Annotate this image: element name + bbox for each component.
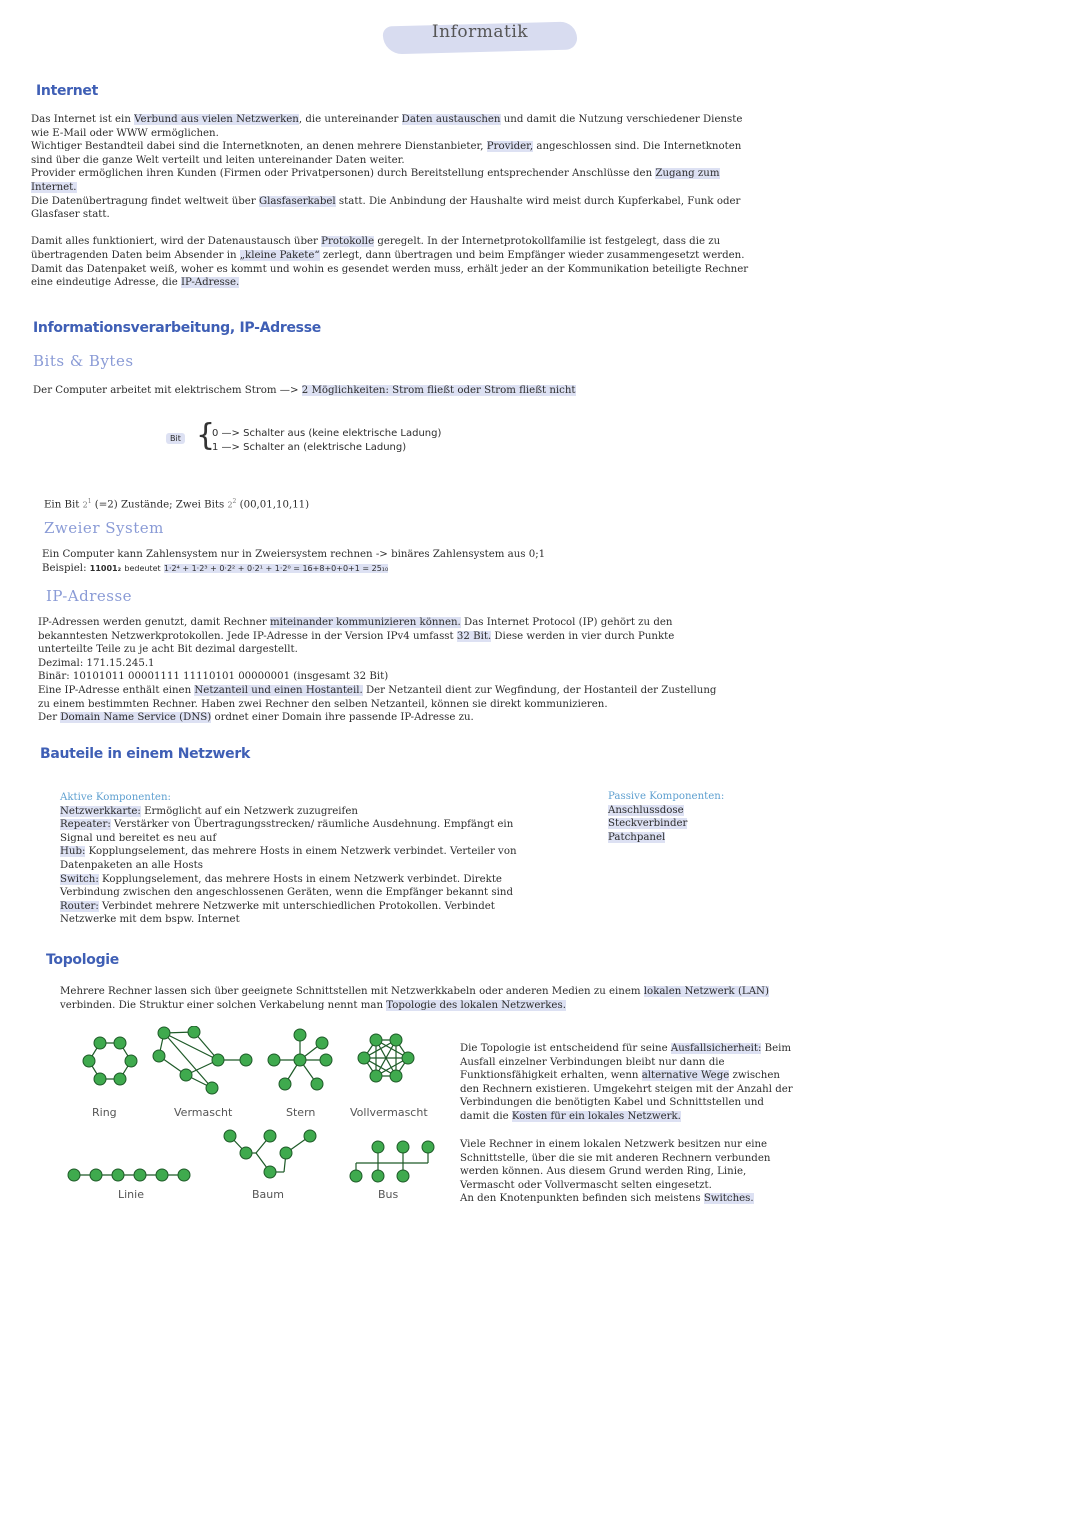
text-line: Das Internet ist ein Verbund aus vielen Netzwerken, die untereinander Daten austauschen und damit die Nutzung verschiedener Dienste [31,114,743,125]
text-line: Die Datenübertragung findet weltweit über Glasfaserkabel statt. Die Anbindung der Haushalte wird meist durch Kupferkabel, Funk oder [31,195,741,207]
text-line: Binär: 10101011 00001111 11110101 00000001 (insgesamt 32 Bit) [38,671,389,683]
example-number: 11001₂ [89,563,122,573]
highlighted-term: Switch: [60,873,99,885]
internet-text [31,113,748,290]
text-line: verbinden. Die Struktur einer solchen Verkabelung nennt man Topologie des lokalen Netzwerkes. [60,999,566,1011]
bits-intro: Der Computer arbeitet mit elektrischem Strom —> 2 Möglichkeiten: Strom fließt oder Strom fließt nicht [33,385,576,396]
label-vollvermascht: Vollvermascht [350,1106,428,1119]
highlighted-term: IP-Adresse. [181,277,240,289]
text-line: Vermascht oder Vollvermascht selten eingesetzt. [460,1179,712,1191]
passive-item: Anschlussdose [608,804,684,816]
highlighted-term: Switches. [703,1193,754,1205]
bit-count-sup-1: 1 [87,498,92,505]
heading-internet: Internet [36,83,99,99]
highlighted-term: 32 Bit. [456,630,492,642]
text-line: Schnittstelle, über die sie mit anderen Rechnern verbunden [460,1152,771,1164]
highlighted-term: Internet. [31,181,77,193]
highlighted-term: Topologie des lokalen Netzwerkes. [386,999,566,1011]
active-title: Aktive Komponenten: [60,792,171,803]
text-line: Switch: Kopplungselement, das mehrere Hosts in einem Netzwerk verbindet. Direkte [60,873,502,885]
text-line [31,181,748,195]
example-label: Beispiel: [42,562,87,574]
text-line: An den Knotenpunkten befinden sich meistens Switches. [460,1193,754,1205]
highlighted-term: Protokolle [321,236,375,248]
highlighted-term: Repeater: [60,819,111,831]
passive-item: Steckverbinder [608,818,688,830]
label-linie: Linie [118,1188,144,1201]
text-line: Der Domain Name Service (DNS) ordnet einer Domain ihre passende IP-Adresse zu. [38,712,474,724]
text-line: Signal und bereitet es neu auf [60,832,217,844]
highlighted-term: Zugang zum [655,168,720,180]
page-title-banner [383,18,577,58]
highlighted-term: Hub: [60,846,86,858]
bit-label: Bit [166,433,185,444]
topologie-intro [60,985,769,1012]
text-line: Eine IP-Adresse enthält einen Netzanteil und einen Hostanteil. Der Netzanteil dient zur Wegfindung, der Hostanteil der Zustellung [38,684,717,696]
text-line: Viele Rechner in einem lokalen Netzwerk besitzen nur eine [460,1139,768,1150]
text-line: Datenpaketen an alle Hosts [60,859,203,871]
text-line: sind über die ganze Welt verteilt und leiten untereinander Daten weiter. [31,154,405,166]
text-line: Damit alles funktioniert, wird der Datenaustausch über Protokolle geregelt. In der Internetprotokollfamilie ist festgelegt, dass die zu [31,236,721,248]
label-bus: Bus [378,1188,399,1201]
heading-ip-adresse: IP-Adresse [46,587,133,605]
text-line: IP-Adressen werden genutzt, damit Rechner miteinander kommunizieren können. Das Internet Protocol (IP) gehört zu den [38,617,673,628]
text-line: Funktionsfähigkeit erhalten, wenn alternative Wege zwischen [460,1070,780,1082]
page-title: Informatik [431,22,529,42]
heading-topologie: Topologie [46,952,119,968]
bit-count-suffix: (00,01,10,11) [239,499,310,511]
text-line: wie E-Mail oder WWW ermöglichen. [31,127,219,139]
text-line: übertragenden Daten beim Absender in „kleine Pakete“ zerlegt, dann übertragen und beim Empfänger wieder zusammengesetzt werden. [31,249,745,261]
text-line: zu einem bestimmten Rechner. Haben zwei Rechner den selben Netzanteil, können sie direkt kommunizieren. [38,698,608,710]
text-line: Hub: Kopplungselement, das mehrere Hosts in einem Netzwerk verbindet. Verteiler von [60,846,517,858]
passive-components [608,790,724,844]
example-formula: 1·2⁴ + 1·2³ + 0·2² + 0·2¹ + 1·2⁰ = 16+8+0+0+1 = 25₁₀ [163,563,389,573]
topologie-text-2 [460,1138,770,1206]
bit-state-0: 0 —> Schalter aus (keine elektrische Ladung) [212,428,442,439]
bit-count-base-1: 2 [82,500,88,510]
text-line: Mehrere Rechner lassen sich über geeignete Schnittstellen mit Netzwerkkabeln oder anderen Medien zu einem lokalen Netzwerk (LAN) [60,986,769,997]
text-line: eine eindeutige Adresse, die IP-Adresse. [31,277,240,289]
zweier-text [42,548,545,575]
text-line: Repeater: Verstärker von Übertragungsstrecken/ räumliche Ausdehnung. Empfängt ein [60,819,514,831]
highlighted-term: Daten austauschen [401,114,501,125]
text-line: Netzwerke mit dem bspw. Internet [60,914,240,926]
zweier-example [42,562,545,576]
highlighted-term: Kosten für ein lokales Netzwerk. [511,1110,681,1122]
heading-informationsverarbeitung: Informationsverarbeitung, IP-Adresse [33,320,321,336]
highlighted-term: lokalen Netzwerk (LAN) [643,986,769,997]
highlighted-term: 2 Möglichkeiten: Strom fließt oder Strom fließt nicht [301,385,576,396]
highlighted-term: Netzanteil und einen Hostanteil. [194,684,363,696]
passive-title: Passive Komponenten: [608,791,725,802]
bit-count-sup-2: 2 [232,498,237,505]
text-line: Verbindung zwischen den angeschlossenen Geräten, wenn die Empfänger bekannt sind [60,887,513,899]
text-line [31,222,748,236]
text-line: bekanntesten Netzwerkprotokollen. Jede IP-Adresse in der Version IPv4 umfasst 32 Bit. Diese werden in vier durch Punkte [38,630,675,642]
text-line: den Rechnern existieren. Umgekehrt steigen mit der Anzahl der [460,1083,793,1095]
bit-count-line [44,495,309,512]
highlighted-term: Ausfallsicherheit: [670,1043,762,1054]
heading-zweier-system: Zweier System [44,519,164,537]
text-line: werden können. Aus diesem Grund werden Ring, Linie, [460,1166,747,1178]
active-lines [60,805,517,927]
label-vermascht: Vermascht [174,1106,233,1119]
zweier-line: Ein Computer kann Zahlensystem nur in Zweiersystem rechnen -> binäres Zahlensystem aus 0;1 [42,549,546,560]
text-line: Glasfaser statt. [31,209,110,221]
highlighted-term: alternative Wege [641,1070,730,1082]
topologie-text-1 [460,1042,793,1124]
example-means: bedeutet [124,563,161,573]
heading-bits-bytes: Bits & Bytes [33,352,134,370]
text-line: Damit das Datenpaket weiß, woher es kommt und wohin es gesendet werden muss, erhält jeder an der Kommunikation beteiligte Rechner [31,263,749,275]
text-line: Die Topologie ist entscheidend für seine Ausfallsicherheit: Beim [460,1043,792,1054]
highlighted-term: Provider, [486,141,534,153]
highlighted-term: Router: [60,900,99,912]
bit-states [212,427,441,454]
bit-state-1: 1 —> Schalter an (elektrische Ladung) [212,441,407,453]
text-line: Dezimal: 171.15.245.1 [38,657,155,669]
ip-text [38,616,716,725]
text-line: Wichtiger Bestandteil dabei sind die Internetknoten, an denen mehrere Dienstanbieter, Provider, angeschlossen sind. Die Internetknoten [31,141,742,153]
topology-diagrams [60,1026,440,1206]
label-baum: Baum [252,1188,284,1201]
text-line: unterteilte Teile zu je acht Bit dezimal dargestellt. [38,644,298,656]
text-line: Router: Verbindet mehrere Netzwerke mit unterschiedlichen Protokollen. Verbindet [60,900,495,912]
bit-brace: { [196,418,216,453]
bit-count-mid: (=2) Zustände; Zwei Bits [94,499,225,511]
text-line: Netzwerkkarte: Ermöglicht auf ein Netzwerk zuzugreifen [60,805,358,817]
highlighted-term: „kleine Pakete“ [239,249,320,261]
highlighted-term: Domain Name Service (DNS) [60,712,212,724]
text-line: Provider ermöglichen ihren Kunden (Firmen oder Privatpersonen) durch Bereitstellung entsprechender Anschlüsse den Zugang zum [31,168,720,180]
active-components [60,791,517,927]
heading-bauteile: Bauteile in einem Netzwerk [40,746,250,762]
highlighted-term: miteinander kommunizieren können. [270,617,461,628]
text-line: damit die Kosten für ein lokales Netzwerk. [460,1110,681,1122]
bit-count-prefix: Ein Bit [44,499,80,511]
text-line: Verbindungen die benötigten Kabel und Schnittstellen und [460,1097,764,1109]
bit-count-base-2: 2 [227,500,233,510]
passive-item: Patchpanel [608,831,666,843]
highlighted-term: Verbund aus vielen Netzwerken [134,114,299,125]
highlighted-term: Glasfaserkabel [258,195,336,207]
highlighted-term: Netzwerkkarte: [60,805,141,817]
label-stern: Stern [286,1106,316,1119]
label-ring: Ring [92,1106,117,1119]
text-line: Ausfall einzelner Verbindungen bleibt nur dann die [460,1056,725,1068]
